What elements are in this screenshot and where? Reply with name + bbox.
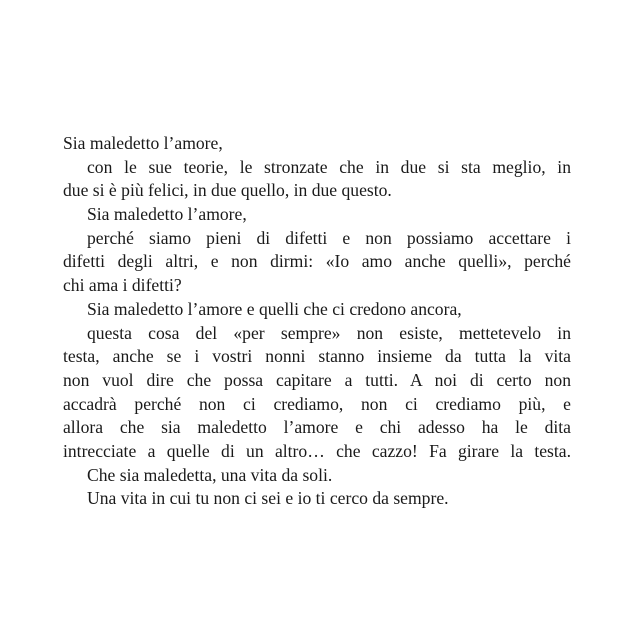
text-line: intrecciate a quelle di un altro… che cazzo! Fa girare la testa. xyxy=(63,440,571,461)
text-line: difetti degli altri, e non dirmi: «Io amo anche quelli», perché xyxy=(63,251,571,272)
text-line: Sia maledetto l’amore, xyxy=(87,204,247,225)
text-line: Che sia maledetta, una vita da soli. xyxy=(87,464,333,485)
text-line: allora che sia maledetto l’amore e chi adesso ha le dita xyxy=(63,417,571,438)
text-line: Sia maledetto l’amore e quelli che ci credono ancora, xyxy=(87,298,462,319)
text-line: perché siamo pieni di difetti e non possiamo accettare i xyxy=(87,227,571,248)
text-line: questa cosa del «per sempre» non esiste, mettetevelo in xyxy=(87,322,571,343)
text-line: Sia maledetto l’amore, xyxy=(63,133,223,153)
text-line: due si è più felici, in due quello, in due questo. xyxy=(63,180,392,201)
text-line: Una vita in cui tu non ci sei e io ti cerco da sempre. xyxy=(87,488,449,509)
text-line: non vuol dire che possa capitare a tutti. A noi di certo non xyxy=(63,369,571,390)
text-line: accadrà perché non ci crediamo, non ci crediamo più, e xyxy=(63,393,571,414)
text-line: chi ama i difetti? xyxy=(63,275,182,296)
text-line: con le sue teorie, le stronzate che in due si sta meglio, in xyxy=(87,156,571,177)
text-line: testa, anche se i vostri nonni stanno insieme da tutta la vita xyxy=(63,346,571,367)
poem-text-block xyxy=(63,132,571,511)
